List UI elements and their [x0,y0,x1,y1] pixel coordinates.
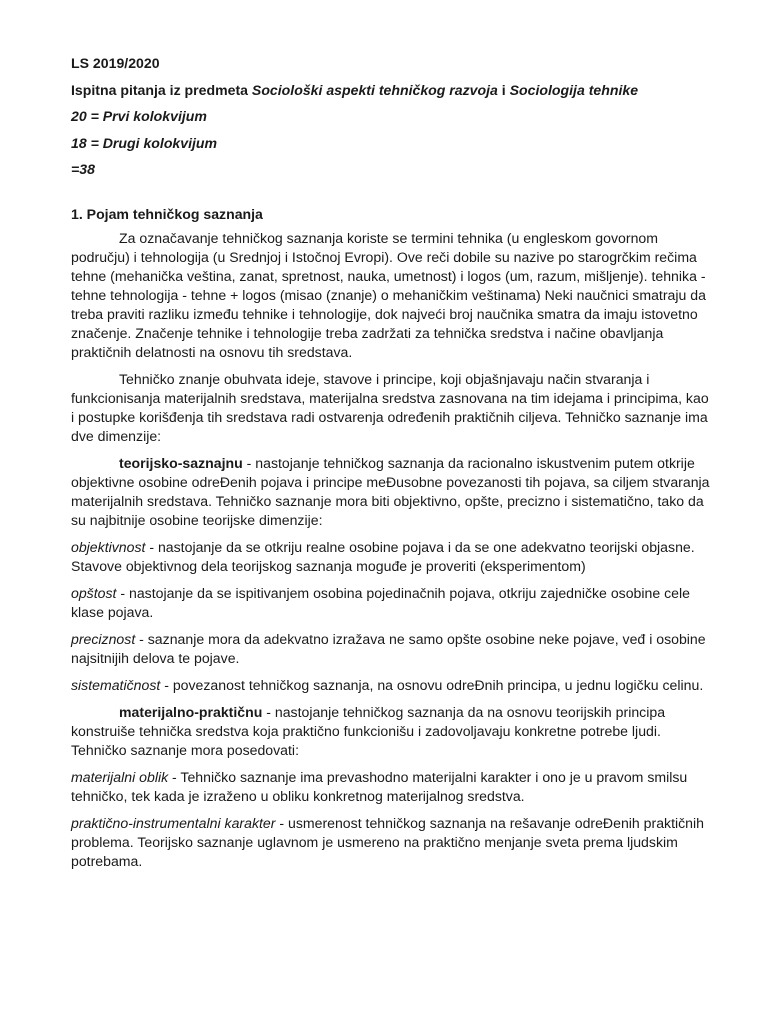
precision-text: - saznanje mora da adekvatno izražava ne samo opšte osobine neke pojave, veđ i osobine najsitnijih delova te pojave. [71,631,706,666]
intro-paragraph-2: Tehničko znanje obuhvata ideje, stavove i principe, koji objašnjavaju način stvaranja i funkcionisanja materijalnih sredstava, materijalna sredstva zasnovana na tim idejama i principima, kao i postupke korišđenja tih sredstava radi ostvarenja određenih praktičnih ciljeva. Tehničko saznanje ima dve dimenzije: [71,371,709,444]
generality-term: opštost [71,585,117,601]
precision-term: preciznost [71,631,136,647]
systematic-term: sistematičnost [71,677,161,693]
definition-objectivity [71,538,711,576]
subject-title-1: Sociološki aspekti tehničkog razvoja [251,81,498,98]
dimension-theoretical-text: - nastojanje tehničkog saznanja da racionalno iskustvenim putem otkrije objektivne osobine odreĐenih pojava i principe meĐusobne povezanosti tih pojava, sa ciljem stvaranja materijalnih sredstava. Tehničko saznanje mora biti objektivno, opšte, precizno i sistematično, tako da su najbitnije osobine teorijske dimenzije: [71,455,710,528]
subject-line [71,81,711,100]
instrumental-term: praktično-instrumentalni karakter [71,815,276,831]
dimension-material [71,703,711,760]
definition-generality [71,584,711,622]
definition-precision [71,630,711,668]
subject-join: i [497,81,510,98]
instrumental-text: - usmerenost tehničkog saznanja na rešavanje odreĐenih praktičnih problema. Teorijsko saznanje uglavnom je usmereno na praktično menjanje sveta prema ljudskim potrebama. [71,815,704,869]
generality-text: - nastojanje da se ispitivanjem osobina pojedinačnih pojava, otkriju zajedničke osobine cele klase pojava. [71,585,690,620]
dimension-theoretical-term: teorijsko-saznajnu [119,455,243,471]
section-title: 1. Pojam tehničkog saznanja [71,206,263,222]
definition-instrumental [71,814,711,871]
material-form-text: - Tehničko saznanje ima prevashodno materijalni karakter i ono je u pravom smilsu tehničko, tek kada je izraženo u obliku konkretnog materijalnog sredstva. [71,769,688,804]
objectivity-term: objektivnost [71,539,146,555]
subject-title-2: Sociologija tehnike [509,81,639,98]
first-colloquium-line: 20 = Prvi kolokvijum [71,108,207,124]
dimension-material-text: - nastojanje tehničkog saznanja da na osnovu teorijskih principa konstruiše tehnička sredstva koja praktično funkcionišu i zadovoljavaju konkretne potrebe ljudi. Tehničko saznanje mora posedovati: [71,704,666,758]
document-content [71,54,711,879]
material-form-term: materijalni oblik [71,769,169,785]
dimension-material-term: materijalno-praktičnu [119,704,263,720]
definition-material-form [71,768,711,806]
total-line: =38 [71,161,95,177]
second-colloquium-line: 18 = Drugi kolokvijum [71,134,218,151]
intro-paragraph-1: Za označavanje tehničkog saznanja koriste se termini tehnika (u engleskom govornom području) i tehnologija (u Srednjoj i Istočnoj Evropi). Ove reči dobile su nazive po starogrčkim rečima tehne (mehanička veština, zanat, spretnost, nauka, umetnost) i logos (um, razum, mišljenje). tehnika - tehne tehnologija - tehne + logos (misao (znanje) o mehaničkim veštinama) Neki naučnici smatraju da treba praviti razliku između tehnike i tehnologije, dok najveći broj naučnika smatra da imaju istovetno značenje. Značenje tehnike i tehnologije treba zadržati za tehnička sredstva i načine obavljanja praktičnih delatnosti na osnovu tih sredstava. [71,230,706,360]
subject-prefix: Ispitna pitanja iz predmeta [71,81,252,98]
objectivity-text: - nastojanje da se otkriju realne osobine pojava i da se one adekvatno teorijski objasne. Stavove objektivnog dela teorijskog saznanja moguđe je proveriti (eksperimentom) [71,539,695,574]
academic-year: LS 2019/2020 [71,55,160,71]
systematic-text: - povezanost tehničkog saznanja, na osnovu odreĐnih principa, u jednu logičku celinu. [160,677,704,693]
dimension-theoretical [71,454,711,530]
definition-systematic [71,676,711,695]
